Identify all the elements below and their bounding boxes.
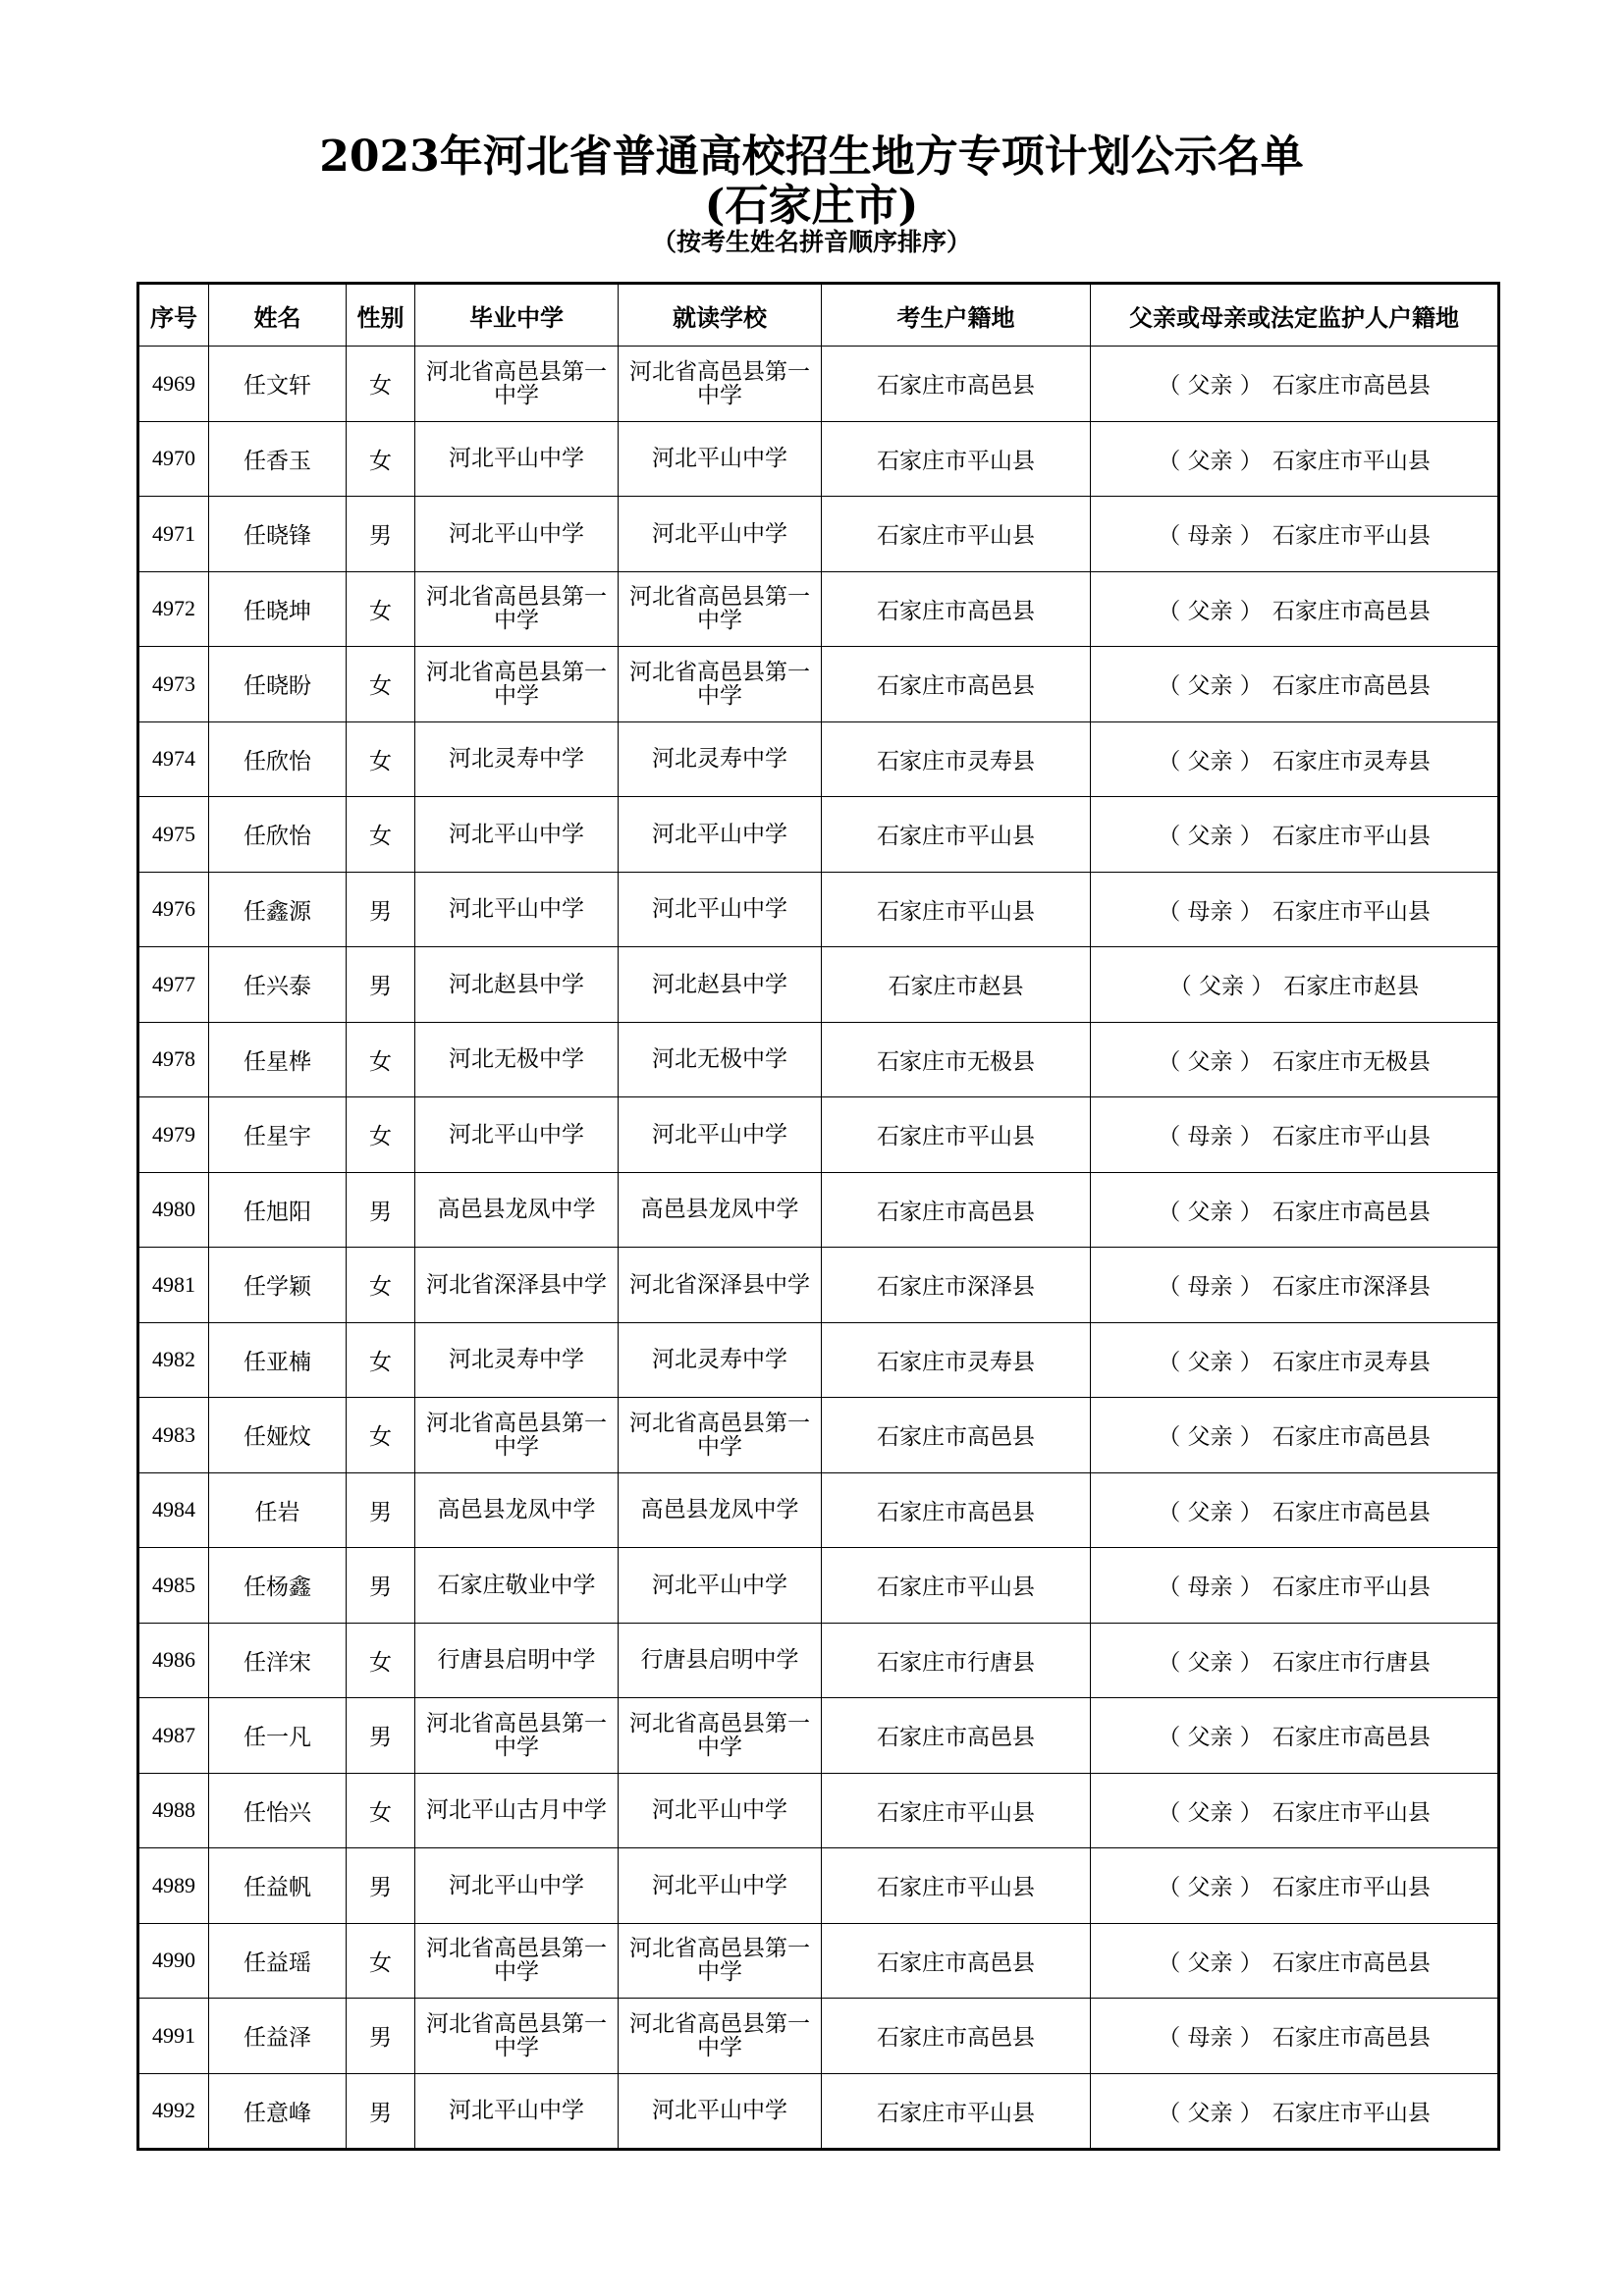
table-row [138, 1548, 1499, 1624]
cell-gender: 女 [347, 721, 415, 797]
table-row [138, 1773, 1499, 1848]
cell-household: 石家庄市平山县 [822, 797, 1091, 873]
cell-gender: 女 [347, 1322, 415, 1398]
cell-seq: 4979 [138, 1097, 209, 1173]
table-row [138, 1248, 1499, 1323]
cell-gender: 男 [347, 1472, 415, 1548]
table-row [138, 647, 1499, 722]
cell-name: 任杨鑫 [209, 1548, 347, 1624]
cell-gender: 女 [347, 347, 415, 422]
guardian-household: 石家庄市高邑县 [1271, 673, 1431, 700]
guardian-household: 石家庄市高邑县 [1271, 598, 1431, 624]
table-row [138, 571, 1499, 647]
cell-guardian [1091, 1999, 1499, 2074]
cell-gender: 男 [347, 872, 415, 947]
guardian-household: 石家庄市行唐县 [1271, 1649, 1431, 1676]
cell-grad-school: 河北省高邑县第一中学 [415, 347, 619, 422]
cell-grad-school: 河北无极中学 [415, 1022, 619, 1097]
guardian-household: 石家庄市深泽县 [1271, 1274, 1431, 1301]
table-row [138, 1022, 1499, 1097]
cell-guardian [1091, 1022, 1499, 1097]
cell-guardian [1091, 797, 1499, 873]
cell-grad-school: 河北平山中学 [415, 1097, 619, 1173]
guardian-relation: （ 父亲 ） [1158, 1725, 1263, 1751]
cell-name: 任学颖 [209, 1248, 347, 1323]
cell-household: 石家庄市灵寿县 [822, 1322, 1091, 1398]
cell-gender: 女 [347, 1773, 415, 1848]
cell-current-school: 河北省高邑县第一中学 [619, 1923, 822, 1999]
cell-grad-school: 河北平山中学 [415, 2073, 619, 2150]
guardian-household: 石家庄市高邑县 [1271, 1499, 1431, 1525]
cell-grad-school: 行唐县启明中学 [415, 1623, 619, 1698]
cell-household: 石家庄市深泽县 [822, 1248, 1091, 1323]
guardian-household: 石家庄市高邑县 [1271, 1424, 1431, 1451]
guardian-household: 石家庄市高邑县 [1271, 1949, 1431, 1976]
guardian-relation: （ 父亲 ） [1158, 1424, 1263, 1451]
cell-household: 石家庄市平山县 [822, 1773, 1091, 1848]
cell-current-school: 河北灵寿中学 [619, 1322, 822, 1398]
cell-current-school: 河北平山中学 [619, 1848, 822, 1924]
cell-guardian [1091, 1398, 1499, 1473]
cell-guardian [1091, 1248, 1499, 1323]
cell-household: 石家庄市高邑县 [822, 1923, 1091, 1999]
header-grad-school: 毕业中学 [415, 284, 619, 347]
cell-household: 石家庄市高邑县 [822, 1999, 1091, 2074]
cell-seq: 4982 [138, 1322, 209, 1398]
cell-seq: 4977 [138, 947, 209, 1023]
cell-gender: 男 [347, 1698, 415, 1774]
cell-current-school: 河北省高邑县第一中学 [619, 571, 822, 647]
cell-household: 石家庄市平山县 [822, 1097, 1091, 1173]
cell-name: 任益泽 [209, 1999, 347, 2074]
cell-seq: 4971 [138, 497, 209, 572]
cell-household: 石家庄市灵寿县 [822, 721, 1091, 797]
cell-current-school: 河北赵县中学 [619, 947, 822, 1023]
cell-seq: 4981 [138, 1248, 209, 1323]
guardian-relation: （ 父亲 ） [1158, 1199, 1263, 1225]
cell-current-school: 河北省高邑县第一中学 [619, 347, 822, 422]
guardian-relation: （ 父亲 ） [1158, 598, 1263, 624]
guardian-household: 石家庄市赵县 [1283, 974, 1420, 1000]
cell-name: 任岩 [209, 1472, 347, 1548]
cell-grad-school: 河北平山古月中学 [415, 1773, 619, 1848]
cell-gender: 女 [347, 797, 415, 873]
cell-gender: 男 [347, 947, 415, 1023]
guardian-relation: （ 父亲 ） [1158, 1875, 1263, 1901]
cell-name: 任晓锋 [209, 497, 347, 572]
guardian-relation: （ 父亲 ） [1158, 2100, 1263, 2126]
guardian-household: 石家庄市平山县 [1271, 1575, 1431, 1601]
cell-current-school: 河北省高邑县第一中学 [619, 1698, 822, 1774]
table-row [138, 1472, 1499, 1548]
cell-guardian [1091, 872, 1499, 947]
cell-current-school: 河北平山中学 [619, 421, 822, 497]
guardian-household: 石家庄市灵寿县 [1271, 1349, 1431, 1375]
cell-name: 任星桦 [209, 1022, 347, 1097]
cell-name: 任欣怡 [209, 721, 347, 797]
cell-gender: 女 [347, 647, 415, 722]
cell-gender: 男 [347, 1548, 415, 1624]
cell-guardian [1091, 1698, 1499, 1774]
cell-name: 任旭阳 [209, 1172, 347, 1248]
cell-seq: 4987 [138, 1698, 209, 1774]
table-row [138, 1698, 1499, 1774]
cell-guardian [1091, 2073, 1499, 2150]
cell-grad-school: 河北平山中学 [415, 872, 619, 947]
cell-name: 任意峰 [209, 2073, 347, 2150]
cell-grad-school: 河北省高邑县第一中学 [415, 1999, 619, 2074]
table-row [138, 347, 1499, 422]
cell-seq: 4969 [138, 347, 209, 422]
header-household: 考生户籍地 [822, 284, 1091, 347]
table-row [138, 1999, 1499, 2074]
cell-current-school: 河北省高邑县第一中学 [619, 1999, 822, 2074]
cell-current-school: 河北平山中学 [619, 797, 822, 873]
guardian-household: 石家庄市平山县 [1271, 1875, 1431, 1901]
cell-gender: 女 [347, 1623, 415, 1698]
guardian-relation: （ 父亲 ） [1168, 974, 1274, 1000]
guardian-household: 石家庄市高邑县 [1271, 373, 1431, 400]
cell-grad-school: 石家庄敬业中学 [415, 1548, 619, 1624]
cell-name: 任星宇 [209, 1097, 347, 1173]
table-row [138, 1322, 1499, 1398]
table-row [138, 721, 1499, 797]
cell-current-school: 高邑县龙凤中学 [619, 1472, 822, 1548]
cell-seq: 4990 [138, 1923, 209, 1999]
cell-seq: 4988 [138, 1773, 209, 1848]
document-city-subtitle: (石家庄市) [704, 181, 919, 231]
cell-seq: 4986 [138, 1623, 209, 1698]
cell-gender: 男 [347, 1848, 415, 1924]
guardian-relation: （ 母亲 ） [1158, 2025, 1263, 2052]
document-title: 2023年河北省普通高校招生地方专项计划公示名单 [319, 132, 1304, 182]
cell-guardian [1091, 721, 1499, 797]
cell-name: 任兴泰 [209, 947, 347, 1023]
cell-household: 石家庄市高邑县 [822, 1472, 1091, 1548]
cell-current-school: 河北省深泽县中学 [619, 1248, 822, 1323]
cell-guardian [1091, 571, 1499, 647]
cell-grad-school: 河北赵县中学 [415, 947, 619, 1023]
cell-household: 石家庄市平山县 [822, 1548, 1091, 1624]
cell-household: 石家庄市行唐县 [822, 1623, 1091, 1698]
guardian-relation: （ 父亲 ） [1158, 1048, 1263, 1075]
cell-current-school: 行唐县启明中学 [619, 1623, 822, 1698]
cell-guardian [1091, 1172, 1499, 1248]
cell-gender: 女 [347, 1248, 415, 1323]
guardian-relation: （ 母亲 ） [1158, 523, 1263, 550]
cell-seq: 4976 [138, 872, 209, 947]
guardian-household: 石家庄市平山县 [1271, 824, 1431, 850]
cell-gender: 女 [347, 1923, 415, 1999]
cell-household: 石家庄市高邑县 [822, 1698, 1091, 1774]
header-row [138, 284, 1499, 347]
cell-household: 石家庄市平山县 [822, 2073, 1091, 2150]
cell-current-school: 河北省高邑县第一中学 [619, 1398, 822, 1473]
cell-household: 石家庄市高邑县 [822, 1172, 1091, 1248]
cell-seq: 4973 [138, 647, 209, 722]
cell-seq: 4985 [138, 1548, 209, 1624]
table-row [138, 1172, 1499, 1248]
guardian-household: 石家庄市平山县 [1271, 1799, 1431, 1826]
table-row [138, 497, 1499, 572]
cell-seq: 4989 [138, 1848, 209, 1924]
cell-guardian [1091, 1322, 1499, 1398]
guardian-household: 石家庄市平山县 [1271, 1124, 1431, 1150]
cell-gender: 男 [347, 2073, 415, 2150]
cell-name: 任亚楠 [209, 1322, 347, 1398]
cell-gender: 男 [347, 1172, 415, 1248]
table-row [138, 421, 1499, 497]
guardian-relation: （ 父亲 ） [1158, 748, 1263, 774]
cell-gender: 女 [347, 1097, 415, 1173]
cell-name: 任益帆 [209, 1848, 347, 1924]
cell-current-school: 高邑县龙凤中学 [619, 1172, 822, 1248]
cell-grad-school: 河北省高邑县第一中学 [415, 571, 619, 647]
guardian-relation: （ 母亲 ） [1158, 1274, 1263, 1301]
cell-household: 石家庄市高邑县 [822, 647, 1091, 722]
cell-household: 石家庄市高邑县 [822, 1398, 1091, 1473]
cell-guardian [1091, 347, 1499, 422]
header-guardian-household: 父亲或母亲或法定监护人户籍地 [1091, 284, 1499, 347]
header-current-school: 就读学校 [619, 284, 822, 347]
cell-household: 石家庄市高邑县 [822, 347, 1091, 422]
cell-gender: 女 [347, 1398, 415, 1473]
guardian-relation: （ 母亲 ） [1158, 1575, 1263, 1601]
cell-grad-school: 河北平山中学 [415, 797, 619, 873]
guardian-household: 石家庄市平山县 [1271, 448, 1431, 474]
table-row [138, 1923, 1499, 1999]
cell-guardian [1091, 647, 1499, 722]
guardian-relation: （ 父亲 ） [1158, 1349, 1263, 1375]
cell-household: 石家庄市赵县 [822, 947, 1091, 1023]
cell-name: 任文轩 [209, 347, 347, 422]
guardian-relation: （ 父亲 ） [1158, 673, 1263, 700]
table-row [138, 872, 1499, 947]
cell-guardian [1091, 1548, 1499, 1624]
table-row [138, 947, 1499, 1023]
cell-household: 石家庄市平山县 [822, 1848, 1091, 1924]
cell-household: 石家庄市平山县 [822, 421, 1091, 497]
cell-household: 石家庄市无极县 [822, 1022, 1091, 1097]
guardian-household: 石家庄市灵寿县 [1271, 748, 1431, 774]
guardian-household: 石家庄市无极县 [1271, 1048, 1431, 1075]
cell-guardian [1091, 1773, 1499, 1848]
cell-name: 任香玉 [209, 421, 347, 497]
cell-gender: 女 [347, 571, 415, 647]
cell-guardian [1091, 1472, 1499, 1548]
cell-current-school: 河北平山中学 [619, 1097, 822, 1173]
cell-household: 石家庄市平山县 [822, 872, 1091, 947]
cell-name: 任怡兴 [209, 1773, 347, 1848]
cell-name: 任一凡 [209, 1698, 347, 1774]
cell-name: 任娅炆 [209, 1398, 347, 1473]
cell-grad-school: 河北灵寿中学 [415, 721, 619, 797]
header-name: 姓名 [209, 284, 347, 347]
cell-name: 任晓盼 [209, 647, 347, 722]
cell-guardian [1091, 497, 1499, 572]
cell-household: 石家庄市高邑县 [822, 571, 1091, 647]
cell-guardian [1091, 1848, 1499, 1924]
cell-guardian [1091, 1097, 1499, 1173]
cell-name: 任鑫源 [209, 872, 347, 947]
cell-guardian [1091, 947, 1499, 1023]
roster-table [136, 282, 1500, 2151]
cell-name: 任晓坤 [209, 571, 347, 647]
table-row [138, 1398, 1499, 1473]
roster-body [138, 347, 1499, 2150]
guardian-relation: （ 父亲 ） [1158, 448, 1263, 474]
guardian-household: 石家庄市高邑县 [1271, 1199, 1431, 1225]
guardian-household: 石家庄市平山县 [1271, 2100, 1431, 2126]
cell-gender: 男 [347, 497, 415, 572]
guardian-relation: （ 父亲 ） [1158, 824, 1263, 850]
cell-grad-school: 河北灵寿中学 [415, 1322, 619, 1398]
cell-guardian [1091, 1923, 1499, 1999]
cell-guardian [1091, 1623, 1499, 1698]
cell-seq: 4972 [138, 571, 209, 647]
guardian-household: 石家庄市平山县 [1271, 898, 1431, 925]
cell-seq: 4984 [138, 1472, 209, 1548]
guardian-household: 石家庄市高邑县 [1271, 1725, 1431, 1751]
header-gender: 性别 [347, 284, 415, 347]
cell-grad-school: 河北平山中学 [415, 421, 619, 497]
guardian-relation: （ 父亲 ） [1158, 1949, 1263, 1976]
cell-grad-school: 河北平山中学 [415, 497, 619, 572]
cell-seq: 4983 [138, 1398, 209, 1473]
table-row [138, 1097, 1499, 1173]
cell-grad-school: 河北省高邑县第一中学 [415, 647, 619, 722]
header-seq: 序号 [138, 284, 209, 347]
cell-seq: 4980 [138, 1172, 209, 1248]
guardian-household: 石家庄市高邑县 [1271, 2025, 1431, 2052]
cell-grad-school: 河北省高邑县第一中学 [415, 1923, 619, 1999]
cell-current-school: 河北灵寿中学 [619, 721, 822, 797]
cell-grad-school: 河北平山中学 [415, 1848, 619, 1924]
cell-seq: 4975 [138, 797, 209, 873]
cell-seq: 4991 [138, 1999, 209, 2074]
cell-grad-school: 河北省高邑县第一中学 [415, 1398, 619, 1473]
table-row [138, 797, 1499, 873]
cell-current-school: 河北省高邑县第一中学 [619, 647, 822, 722]
cell-current-school: 河北平山中学 [619, 1548, 822, 1624]
cell-grad-school: 河北省深泽县中学 [415, 1248, 619, 1323]
cell-name: 任益瑶 [209, 1923, 347, 1999]
cell-grad-school: 高邑县龙凤中学 [415, 1472, 619, 1548]
cell-current-school: 河北平山中学 [619, 1773, 822, 1848]
cell-grad-school: 高邑县龙凤中学 [415, 1172, 619, 1248]
table-row [138, 1623, 1499, 1698]
cell-guardian [1091, 421, 1499, 497]
cell-gender: 男 [347, 1999, 415, 2074]
guardian-relation: （ 父亲 ） [1158, 1799, 1263, 1826]
cell-seq: 4992 [138, 2073, 209, 2150]
guardian-relation: （ 父亲 ） [1158, 373, 1263, 400]
cell-name: 任洋宋 [209, 1623, 347, 1698]
cell-household: 石家庄市平山县 [822, 497, 1091, 572]
cell-name: 任欣怡 [209, 797, 347, 873]
cell-grad-school: 河北省高邑县第一中学 [415, 1698, 619, 1774]
guardian-relation: （ 父亲 ） [1158, 1499, 1263, 1525]
cell-seq: 4970 [138, 421, 209, 497]
table-row [138, 1848, 1499, 1924]
document-order-note: （按考生姓名拼音顺序排序） [651, 228, 971, 256]
guardian-household: 石家庄市平山县 [1271, 523, 1431, 550]
cell-seq: 4978 [138, 1022, 209, 1097]
cell-seq: 4974 [138, 721, 209, 797]
cell-gender: 女 [347, 421, 415, 497]
guardian-relation: （ 父亲 ） [1158, 1649, 1263, 1676]
guardian-relation: （ 母亲 ） [1158, 1124, 1263, 1150]
guardian-relation: （ 母亲 ） [1158, 898, 1263, 925]
cell-current-school: 河北无极中学 [619, 1022, 822, 1097]
cell-current-school: 河北平山中学 [619, 872, 822, 947]
cell-gender: 女 [347, 1022, 415, 1097]
cell-current-school: 河北平山中学 [619, 497, 822, 572]
cell-current-school: 河北平山中学 [619, 2073, 822, 2150]
table-row [138, 2073, 1499, 2150]
